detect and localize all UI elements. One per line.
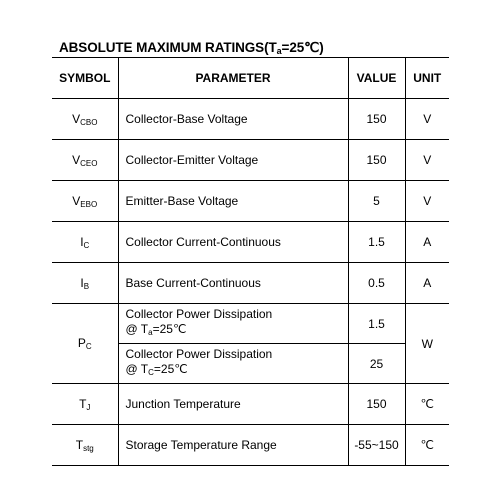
title-subscript: a — [276, 46, 282, 56]
unit-cell: V — [405, 181, 449, 222]
unit-cell: ℃ — [405, 384, 449, 425]
condition-sub: C — [148, 368, 154, 377]
symbol-cell — [52, 140, 118, 181]
table-row — [52, 140, 449, 181]
symbol-cell — [52, 99, 118, 140]
value-cell: 150 — [348, 384, 405, 425]
condition-prefix: @ T — [125, 322, 149, 336]
table-row — [52, 99, 449, 140]
unit-cell: V — [405, 99, 449, 140]
parameter-cell: Collector-Emitter Voltage — [118, 140, 348, 181]
unit-cell: W — [405, 304, 449, 384]
table-row — [52, 181, 449, 222]
header-unit: UNIT — [405, 58, 449, 99]
value-cell: 150 — [348, 99, 405, 140]
symbol-main: V — [72, 193, 81, 208]
header-symbol: SYMBOL — [52, 58, 118, 99]
symbol-main: V — [72, 152, 81, 167]
symbol-main: T — [75, 437, 84, 452]
symbol-main: I — [80, 234, 84, 249]
condition-prefix: @ T — [125, 362, 149, 376]
symbol-main: V — [72, 111, 81, 126]
symbol-sub: EBO — [80, 199, 98, 209]
title-suffix: =25℃) — [281, 40, 324, 55]
parameter-cell — [118, 344, 348, 384]
unit-cell: V — [405, 140, 449, 181]
condition-sub: a — [148, 328, 153, 337]
value-cell: 150 — [348, 140, 405, 181]
symbol-cell — [52, 181, 118, 222]
title-prefix: ABSOLUTE MAXIMUM RATINGS(T — [59, 40, 277, 55]
page-title — [59, 40, 324, 56]
symbol-main: P — [77, 336, 86, 350]
symbol-sub: C — [83, 240, 90, 250]
symbol-main: T — [79, 396, 87, 411]
header-value: VALUE — [348, 58, 405, 99]
symbol-cell — [52, 425, 118, 466]
symbol-sub: CEO — [80, 158, 98, 168]
symbol-sub: stg — [83, 443, 94, 453]
parameter-cell: Collector-Base Voltage — [118, 99, 348, 140]
value-cell: 5 — [348, 181, 405, 222]
parameter-name: Collector Power Dissipation — [125, 307, 273, 321]
unit-cell: A — [405, 222, 449, 263]
parameter-condition — [126, 362, 348, 380]
unit-cell: A — [405, 263, 449, 304]
value-cell: 1.5 — [348, 304, 405, 344]
unit-cell: ℃ — [405, 425, 449, 466]
value-cell: 1.5 — [348, 222, 405, 263]
parameter-cell: Emitter-Base Voltage — [118, 181, 348, 222]
symbol-cell — [52, 384, 118, 425]
parameter-cell — [118, 304, 348, 344]
parameter-condition — [126, 322, 348, 340]
table-row — [52, 263, 449, 304]
symbol-cell — [52, 222, 118, 263]
parameter-cell: Junction Temperature — [118, 384, 348, 425]
value-cell: -55~150 — [348, 425, 405, 466]
symbol-cell — [52, 263, 118, 304]
symbol-main: I — [80, 275, 84, 290]
symbol-sub: B — [83, 281, 90, 291]
symbol-cell — [52, 304, 118, 384]
table-row — [52, 304, 449, 344]
parameter-cell: Storage Temperature Range — [118, 425, 348, 466]
ratings-table — [52, 57, 449, 466]
table-header-row — [52, 58, 449, 99]
parameter-cell: Collector Current-Continuous — [118, 222, 348, 263]
parameter-cell: Base Current-Continuous — [118, 263, 348, 304]
table-row — [52, 384, 449, 425]
symbol-sub: J — [86, 402, 91, 412]
symbol-sub: CBO — [80, 117, 98, 127]
symbol-sub: C — [85, 342, 92, 351]
parameter-name: Collector Power Dissipation — [125, 347, 273, 361]
table-row — [52, 222, 449, 263]
value-cell: 25 — [348, 344, 405, 384]
header-parameter: PARAMETER — [118, 58, 348, 99]
condition-suffix: =25℃ — [152, 322, 187, 336]
condition-suffix: =25℃ — [153, 362, 188, 376]
table-row — [52, 425, 449, 466]
value-cell: 0.5 — [348, 263, 405, 304]
